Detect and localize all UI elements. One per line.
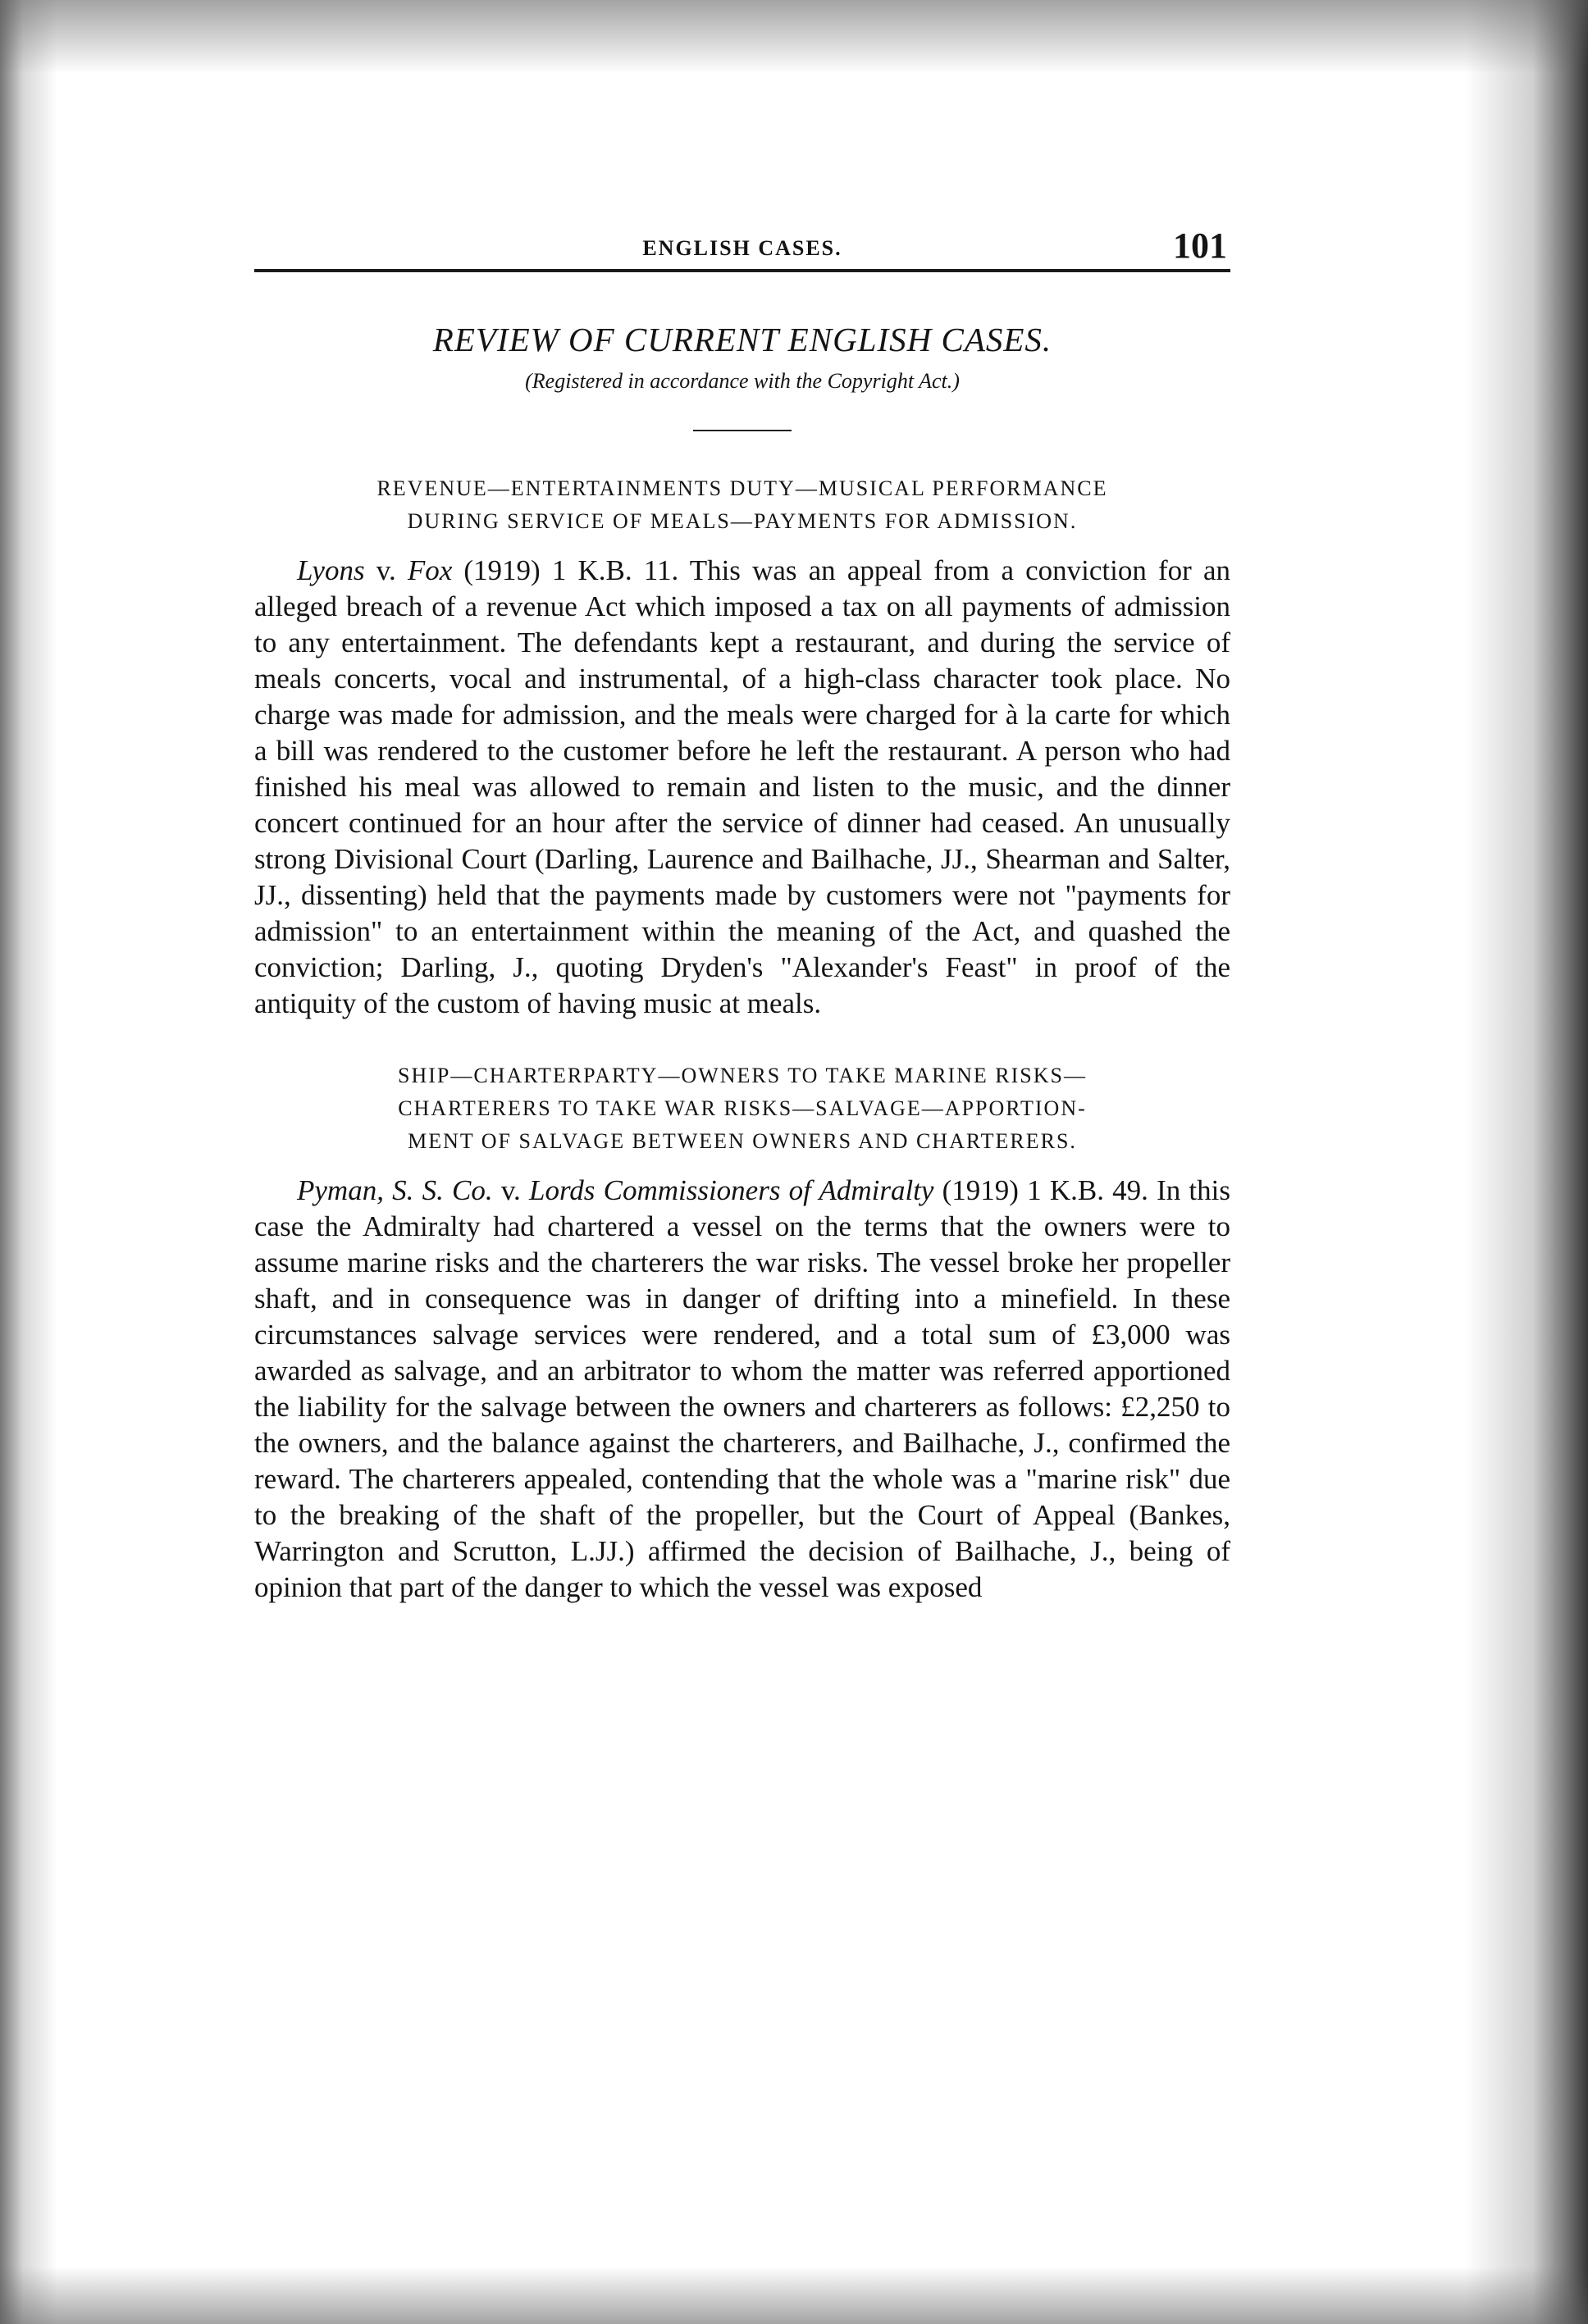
case-1-heading: [254, 472, 1230, 538]
case-2-party-2: Lords Commissioners of Admiralty: [529, 1174, 934, 1206]
case-1-versus: v.: [364, 554, 408, 586]
copyright-note: (Registered in accordance with the Copyright Act.): [525, 369, 960, 393]
scan-edge-bottom: [0, 2267, 1588, 2324]
page-title: REVIEW OF CURRENT ENGLISH CASES.: [432, 321, 1052, 358]
running-title: ENGLISH CASES.: [642, 236, 842, 260]
case-2-body: (1919) 1 K.B. 49. In this case the Admiralty had chartered a vessel on the terms that the owners were to assume marine risks and the charterers the war risks. The vessel broke her propeller shaft, and in consequence was in danger of drifting into a minefield. In these circumstances salvage services were rendered, and a total sum of £3,000 was awarded as salvage, and an arbitrator to whom the matter was referred apportioned the liability for the salvage between the owners and charterers as follows: £2,250 to the owners, and the balance against the charterers, and Bailhache, J., confirmed the reward. The charterers appealed, contending that the whole was a "marine risk" due to the breaking of the shaft of the propeller, but the Court of Appeal (Bankes, Warrington and Scrutton, L.JJ.) affirmed the decision of Bailhache, J., being of opinion that part of the danger to which the vessel was exposed: [254, 1174, 1231, 1603]
case-2-heading-line-2: CHARTERERS TO TAKE WAR RISKS—SALVAGE—APPORTION-: [398, 1096, 1087, 1120]
document-page: [254, 220, 1230, 1606]
scan-edge-right: [1465, 0, 1588, 2324]
case-1-heading-line-1: REVENUE—ENTERTAINMENTS DUTY—MUSICAL PERFORMANCE: [376, 476, 1108, 500]
scan-edge-top: [0, 0, 1588, 74]
case-1-paragraph: [254, 553, 1230, 1022]
scan-edge-left: [0, 0, 57, 2324]
case-2-versus: v.: [492, 1174, 529, 1206]
divider: [693, 430, 792, 431]
case-1-party-2: Fox: [407, 554, 453, 586]
case-2-heading-line-3: MENT OF SALVAGE BETWEEN OWNERS AND CHARTERERS.: [408, 1129, 1077, 1153]
case-2-party-1: Pyman, S. S. Co.: [297, 1174, 493, 1206]
page-number: 101: [1173, 226, 1227, 266]
case-2-heading-line-1: SHIP—CHARTERPARTY—OWNERS TO TAKE MARINE RISKS—: [398, 1064, 1087, 1087]
case-1-body: (1919) 1 K.B. 11. This was an appeal from a conviction for an alleged breach of a revenue Act which imposed a tax on all payments of admission to any entertainment. The defendants kept a restaurant, and during the service of meals concerts, vocal and instrumental, of a high-class character took place. No charge was made for admission, and the meals were charged for à la carte for which a bill was rendered to the customer before he left the restaurant. A person who had finished his meal was allowed to remain and listen to the music, and the dinner concert continued for an hour after the service of dinner had ceased. An unusually strong Divisional Court (Darling, Laurence and Bailhache, JJ., Shearman and Salter, JJ., dissenting) held that the payments made by customers were not "payments for admission" to an entertainment within the meaning of the Act, and quashed the conviction; Darling, J., quoting Dryden's "Alexander's Feast" in proof of the antiquity of the custom of having music at meals.: [254, 554, 1230, 1019]
case-1-party-1: Lyons: [297, 554, 365, 586]
running-header: [254, 220, 1230, 272]
case-1-heading-line-2: DURING SERVICE OF MEALS—PAYMENTS FOR ADMISSION.: [407, 509, 1078, 533]
case-2-paragraph: [254, 1173, 1230, 1606]
case-2-heading: [254, 1059, 1230, 1158]
